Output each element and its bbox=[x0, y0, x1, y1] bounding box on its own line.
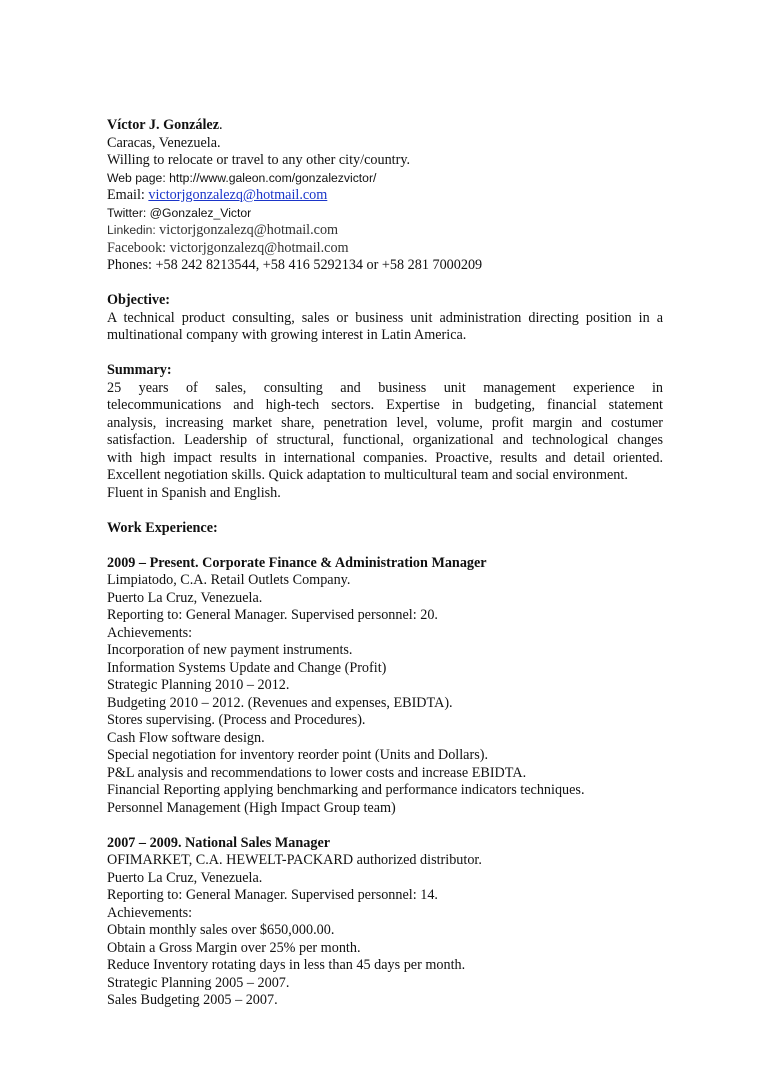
work-heading: Work Experience: bbox=[107, 519, 218, 536]
summary-line: telecommunications and high-tech sectors. Expertise in budgeting, financial statement bbox=[107, 397, 663, 413]
summary-section bbox=[107, 362, 663, 502]
phones: Phones: +58 242 8213544, +58 416 5292134 or +58 281 7000209 bbox=[107, 257, 483, 273]
resume-page bbox=[107, 117, 663, 1010]
email-line bbox=[107, 187, 663, 205]
job-detail-line: Puerto La Cruz, Venezuela. bbox=[107, 869, 263, 886]
contact-block bbox=[107, 117, 663, 275]
linkedin-value: victorjgonzalezq@hotmail.com bbox=[159, 222, 339, 238]
spacer bbox=[107, 345, 663, 363]
job-title: 2007 – 2009. National Sales Manager bbox=[107, 834, 331, 851]
job-detail-line: Special negotiation for inventory reorder point (Units and Dollars). bbox=[107, 747, 488, 763]
candidate-name: Víctor J. González bbox=[107, 117, 220, 133]
name-suffix: . bbox=[219, 117, 223, 133]
objective-text-line-1: A technical product consulting, sales or business unit administration directing position in a bbox=[107, 309, 663, 326]
objective-text-line-2: multinational company with growing interest in Latin America. bbox=[107, 327, 467, 343]
job-detail-line: Financial Reporting applying benchmarking and performance indicators techniques. bbox=[107, 782, 585, 798]
job-detail-line: Cash Flow software design. bbox=[107, 729, 265, 746]
job-entry bbox=[107, 555, 663, 818]
summary-line: Fluent in Spanish and English. bbox=[107, 484, 281, 501]
job-detail-line: Strategic Planning 2010 – 2012. bbox=[107, 677, 290, 693]
email-label: Email: bbox=[107, 187, 149, 203]
email-link[interactable]: victorjgonzalezq@hotmail.com bbox=[148, 187, 328, 203]
job-detail-line: Personnel Management (High Impact Group team) bbox=[107, 799, 396, 816]
location: Caracas, Venezuela. bbox=[107, 134, 221, 151]
job-detail-line: Reporting to: General Manager. Supervised personnel: 20. bbox=[107, 607, 438, 623]
spacer bbox=[107, 537, 663, 555]
job-detail-line: Obtain a Gross Margin over 25% per month. bbox=[107, 939, 361, 956]
summary-line: analysis, increasing market share, penetration level, volume, profit margin and costumer bbox=[107, 414, 663, 431]
job-detail-line: Puerto La Cruz, Venezuela. bbox=[107, 589, 263, 606]
job-detail-line: Limpiatodo, C.A. Retail Outlets Company. bbox=[107, 572, 351, 588]
job-detail-line: OFIMARKET, C.A. HEWELT-PACKARD authorized distributor. bbox=[107, 852, 482, 868]
summary-line: Excellent negotiation skills. Quick adaptation to multicultural team and social environment. bbox=[107, 467, 628, 483]
spacer bbox=[107, 817, 663, 835]
spacer bbox=[107, 502, 663, 520]
spacer bbox=[107, 275, 663, 293]
job-detail-line: Achievements: bbox=[107, 904, 193, 921]
job-detail-line: Budgeting 2010 – 2012. (Revenues and expenses, EBIDTA). bbox=[107, 694, 453, 711]
job-entry bbox=[107, 835, 663, 1010]
job-detail-line: Reporting to: General Manager. Supervised personnel: 14. bbox=[107, 887, 438, 903]
job-detail-line: Strategic Planning 2005 – 2007. bbox=[107, 974, 290, 991]
job-detail-line: P&L analysis and recommendations to lower costs and increase EBIDTA. bbox=[107, 764, 527, 781]
job-detail-line: Achievements: bbox=[107, 624, 193, 641]
job-title: 2009 – Present. Corporate Finance & Administration Manager bbox=[107, 554, 487, 571]
summary-heading: Summary: bbox=[107, 362, 172, 378]
twitter: Twitter: @Gonzalez_Victor bbox=[107, 205, 252, 220]
objective-heading: Objective: bbox=[107, 292, 171, 308]
linkedin-label: Linkedin: bbox=[107, 223, 160, 237]
job-detail-line: Obtain monthly sales over $650,000.00. bbox=[107, 922, 335, 938]
job-detail-line: Information Systems Update and Change (Profit) bbox=[107, 659, 387, 676]
summary-line: with high impact results in international companies. Proactive, results and detail oriented. bbox=[107, 449, 663, 466]
name-line bbox=[107, 117, 663, 135]
job-detail-line: Incorporation of new payment instruments. bbox=[107, 642, 353, 658]
objective-section bbox=[107, 292, 663, 345]
work-experience-section bbox=[107, 520, 663, 1010]
job-detail-line: Reduce Inventory rotating days in less than 45 days per month. bbox=[107, 957, 466, 973]
job-detail-line: Sales Budgeting 2005 – 2007. bbox=[107, 992, 278, 1008]
linkedin-line bbox=[107, 222, 663, 240]
web-page[interactable]: Web page: http://www.galeon.com/gonzalezvictor/ bbox=[107, 170, 377, 185]
job-detail-line: Stores supervising. (Process and Procedures). bbox=[107, 712, 366, 728]
relocate-note: Willing to relocate or travel to any other city/country. bbox=[107, 152, 411, 168]
summary-line: 25 years of sales, consulting and business unit management experience in bbox=[107, 379, 663, 396]
summary-line: satisfaction. Leadership of structural, functional, organizational and technological changes bbox=[107, 432, 663, 448]
facebook: Facebook: victorjgonzalezq@hotmail.com bbox=[107, 239, 349, 256]
